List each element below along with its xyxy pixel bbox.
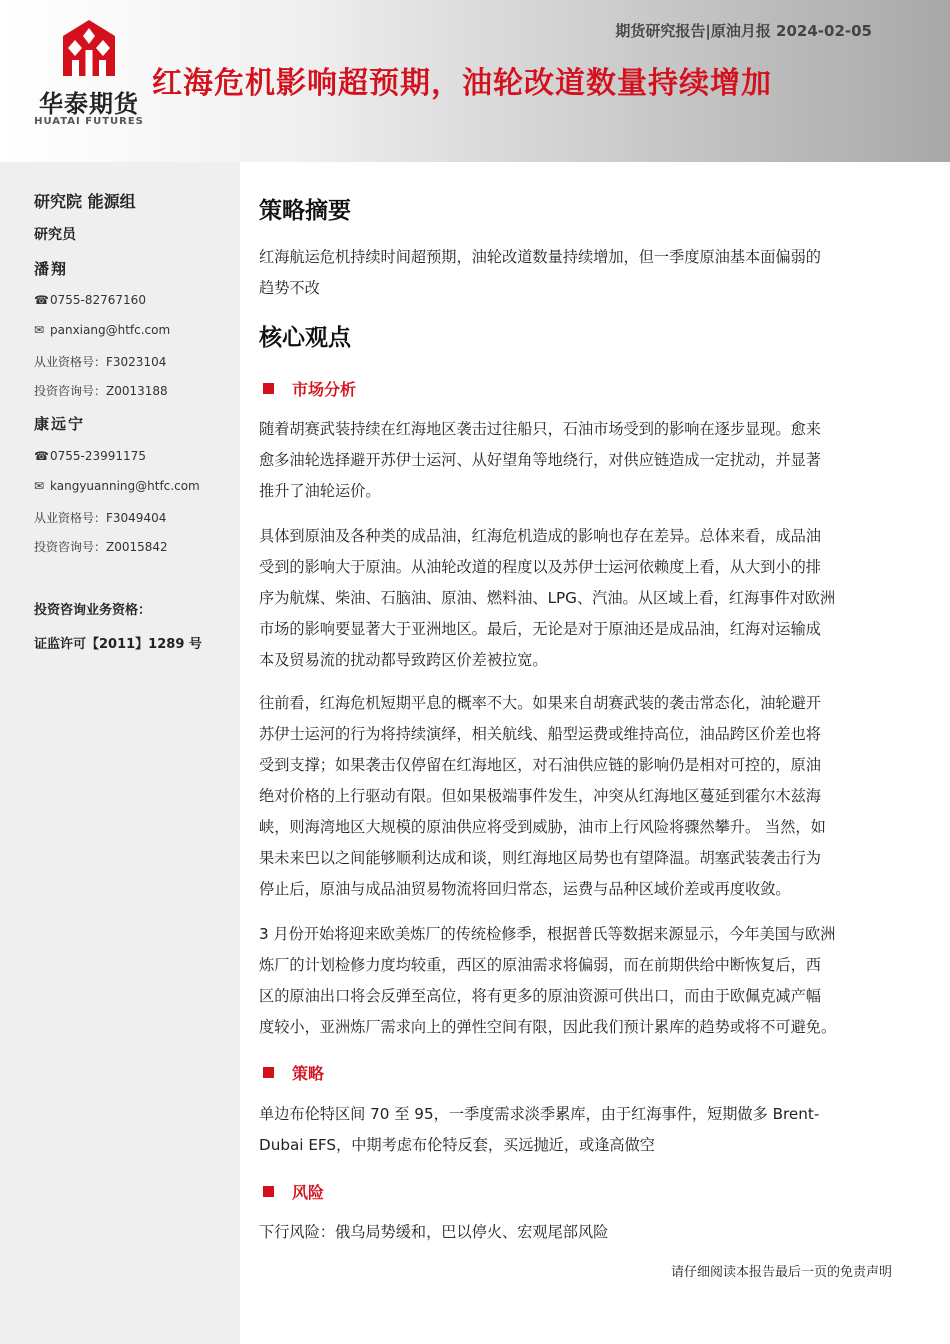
strategy-heading: 策略 bbox=[263, 1061, 324, 1084]
section-bullet-icon bbox=[263, 383, 274, 394]
phone-icon: ☎ bbox=[34, 449, 49, 463]
analyst-phone: ☎0755-82767160 bbox=[34, 293, 146, 307]
report-header bbox=[0, 0, 950, 162]
department: 研究院 能源组 bbox=[34, 192, 136, 211]
summary-heading: 策略摘要 bbox=[259, 198, 351, 224]
section-bullet-icon bbox=[263, 1186, 274, 1197]
summary-paragraph: 红海航运危机持续时间超预期，油轮改道数量持续增加，但一季度原油基本面偏弱的 趋势不改 bbox=[259, 248, 821, 297]
analyst-advisory-id: 投资咨询号：Z0013188 bbox=[34, 384, 168, 398]
risk-heading: 风险 bbox=[263, 1180, 324, 1203]
report-meta: 期货研究报告|原油月报 2024-02-05 bbox=[615, 22, 872, 40]
core-heading: 核心观点 bbox=[259, 325, 351, 351]
analyst-name: 潘翔 bbox=[34, 260, 69, 278]
mail-icon: ✉ bbox=[34, 323, 45, 337]
analyst-advisory-id: 投资咨询号：Z0015842 bbox=[34, 540, 168, 554]
disclaimer-note: 请仔细阅读本报告最后一页的免责声明 bbox=[670, 1265, 892, 1280]
analyst-license: 从业资格号：F3023104 bbox=[34, 355, 167, 369]
phone-icon: ☎ bbox=[34, 293, 49, 307]
market-paragraph: 随着胡赛武装持续在红海地区袭击过往船只，石油市场受到的影响在逐步显现。愈来 愈多油轮选择避开苏伊士运河、从好望角等地绕行，对供应链造成一定扰动，并显著 推升了油轮运价。 bbox=[259, 420, 821, 500]
company-logo bbox=[30, 20, 150, 132]
report-title: 红海危机影响超预期，油轮改道数量持续增加 bbox=[152, 66, 772, 101]
analyst-license: 从业资格号：F3049404 bbox=[34, 511, 167, 525]
analyst-name: 康远宁 bbox=[34, 415, 86, 433]
author-sidebar bbox=[0, 162, 240, 1344]
analyst-phone: ☎0755-23991175 bbox=[34, 449, 146, 463]
brand-name-cn: 华泰期货 bbox=[39, 90, 139, 118]
market-heading: 市场分析 bbox=[263, 377, 356, 400]
strategy-paragraph: 单边布伦特区间 70 至 95，一季度需求淡季累库，由于红海事件，短期做多 Brent- Dubai EFS，中期考虑布伦特反套，买远抛近，或逢高做空 bbox=[259, 1105, 820, 1154]
section-bullet-icon bbox=[263, 1067, 274, 1078]
qualification-label: 投资咨询业务资格： bbox=[34, 603, 152, 618]
role-label: 研究员 bbox=[34, 227, 76, 243]
brand-name-en: HUATAI FUTURES bbox=[34, 116, 144, 127]
qualification-value: 证监许可【2011】1289 号 bbox=[34, 637, 202, 652]
analyst-email[interactable]: ✉ kangyuanning@htfc.com bbox=[34, 479, 200, 493]
market-paragraph: 3 月份开始将迎来欧美炼厂的传统检修季，根据普氏等数据来源显示，今年美国与欧洲 炼厂的计划检修力度均较重，西区的原油需求将偏弱，而在前期供给中断恢复后，西 区的原油出口将会反弹至高位，将有更多的原油资源可供出口，而由于欧佩克减产幅 度较小，亚洲炼厂需求向上的弹性空间有限，因此我们预计累库的趋势或将不可避免。 bbox=[259, 925, 837, 1036]
huatai-logo-icon bbox=[63, 20, 115, 76]
market-paragraph: 具体到原油及各种类的成品油，红海危机造成的影响也存在差异。总体来看，成品油 受到的影响大于原油。从油轮改道的程度以及苏伊士运河依赖度上看，从大到小的排 序为航煤、柴油、石脑油、原油、燃料油、LPG、汽油。从区域上看，红海事件对欧洲 市场的影响要显著大于亚洲地区。最后，无论是对于原油还是成品油，红海对运输成 本及贸易流的扰动都导致跨区价差被拉宽。 bbox=[259, 527, 836, 669]
market-paragraph: 往前看，红海危机短期平息的概率不大。如果来自胡赛武装的袭击常态化，油轮避开 苏伊士运河的行为将持续演绎，相关航线、船型运费或维持高位，油品跨区价差也将 受到支撑；如果袭击仅停留在红海地区，对石油供应链的影响仍是相对可控的，原油 绝对价格的上行驱动有限。但如果极端事件发生，冲突从红海地区蔓延到霍尔木兹海 峡，则海湾地区大规模的原油供应将受到威胁，油市上行风险将骤然攀升。 当然，如 果未来巴以之间能够顺利达成和谈，则红海地区局势也有望降温。胡塞武装袭击行为 停止后，原油与成品油贸易物流将回归常态，运费与品种区域价差或再度收敛。 bbox=[259, 694, 826, 898]
mail-icon: ✉ bbox=[34, 479, 45, 493]
analyst-email[interactable]: ✉ panxiang@htfc.com bbox=[34, 323, 171, 337]
risk-paragraph: 下行风险：俄乌局势缓和，巴以停火、宏观尾部风险 bbox=[259, 1223, 609, 1241]
